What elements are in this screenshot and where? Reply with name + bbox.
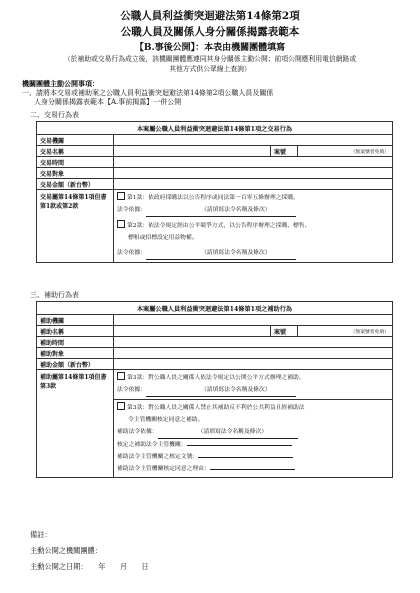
footer-org: 主動公開之機關團體： [30, 546, 102, 555]
subsidy-name-value[interactable] [114, 326, 271, 337]
subsidy-party-value[interactable] [114, 348, 393, 359]
subsidy-case-no-value[interactable] [298, 326, 393, 337]
option1-law-line [117, 204, 389, 217]
option1-checkbox[interactable] [117, 192, 125, 200]
transaction-org-value[interactable] [114, 135, 393, 146]
option4-reason-label: 補助法令主管機關核定同意之理由： [117, 466, 210, 472]
footer-date: 主動公開之日期： 年 月 日 [30, 562, 149, 571]
option4-law-hint: （請填寫法令名稱及條次） [197, 429, 268, 435]
doc-title-line3: 【B.事後公開】：本表由機關團體填寫 [134, 43, 286, 53]
option4-law-field[interactable] [158, 426, 298, 439]
option3-law-hint: （請填寫法令名稱及條次） [201, 387, 271, 393]
option4-docno-label: 補助法令主管機關之核定文號： [117, 454, 199, 460]
option2-text: 第2款：依法令規定經由公平競爭方式，以公告程序辦理之採購、標售、 [127, 223, 311, 229]
option1-law-field[interactable] [146, 204, 296, 217]
subsidy-row-label: 補助金額（新台幣） [37, 359, 114, 370]
subsidy-amount-value[interactable] [114, 359, 393, 370]
subsidy-row-label: 補助名稱 [37, 326, 114, 337]
transaction-table-title: 本案屬公職人員利益衝突迴避法第14條第1項之交易行為 [37, 122, 393, 135]
option2-law-hint: （請填寫法令名稱及條次） [201, 250, 271, 256]
option4-authority-line [117, 439, 389, 451]
option2-checkbox[interactable] [117, 220, 125, 228]
option2-law-label: 法令依據： [117, 250, 146, 256]
transaction-row-label: 交易機關 [37, 135, 114, 146]
option1-text: 第1款：依政府採購法以公告程序或同法第一百零五條辦理之採購。 [127, 195, 299, 201]
option4-docno-line [117, 451, 389, 463]
case-no-label: 案號 [271, 146, 298, 157]
subsidy-table [36, 301, 393, 478]
subsidy-row-label: 補助機關 [37, 315, 114, 326]
option4-line [117, 402, 389, 414]
option1-law-hint: （請填寫法令名稱及條次） [201, 207, 271, 213]
transaction-name-value[interactable] [114, 146, 271, 157]
subsidy-row-label: 補助對象 [37, 348, 114, 359]
option2-law-line [117, 247, 389, 260]
transaction-basis-options [114, 190, 393, 263]
option2-line [117, 220, 389, 232]
section1-heading: 機關團體主動公開事項： [22, 79, 99, 88]
transaction-basis-label: 交易屬第14條第1項但書第1款或第2款 [37, 190, 114, 263]
transaction-row-label: 交易對象 [37, 168, 114, 179]
option4-authority-label: 核定之補助法令主管機關： [117, 442, 187, 448]
transaction-time-value[interactable] [114, 157, 393, 168]
doc-note-line2: 其他方式供公眾線上查詢） [169, 64, 251, 73]
footer-remark: 備註： [30, 530, 52, 539]
section1-item-line2: 人身分關係揭露表範本【A.事前揭露】一併公開 [34, 98, 182, 106]
option4-docno-field[interactable] [198, 457, 293, 458]
doc-title-line2: 公職人員及關係人身分關係揭露表範本 [120, 26, 300, 38]
doc-note [0, 55, 420, 74]
option3-text: 第3款：對公職人員之關係人依法令規定以公開公平方式辦理之補助。 [127, 375, 305, 381]
case-no-hint: （無案號者免填） [350, 149, 389, 155]
option2-law-field[interactable] [146, 247, 296, 260]
option4-reason-line [117, 463, 389, 475]
transaction-row-label: 交易時間 [37, 157, 114, 168]
section2-heading: 二、交易行為表 [30, 111, 79, 119]
option4-text: 第3款：對公職人員之關係人禁止其補助反不利於公共利益且經補助法 [127, 405, 305, 411]
subsidy-option3-cell [114, 370, 393, 400]
transaction-table [36, 121, 393, 263]
option4-law-label: 補助法令依據： [117, 429, 158, 435]
subsidy-row-label: 補助時間 [37, 337, 114, 348]
subsidy-time-value[interactable] [114, 337, 393, 348]
option3-law-line [117, 384, 389, 397]
subsidy-basis-label: 補助屬第14條第1項但書第3款 [37, 370, 114, 478]
option3-law-field[interactable] [146, 384, 296, 397]
option2-line2: 標租或招標設定用益物權。 [128, 235, 198, 241]
section3-heading: 三、補助行為表 [30, 291, 79, 299]
option4-line2: 令主管機關核定同意之補助。 [128, 417, 204, 423]
option4-authority-field[interactable] [187, 445, 292, 446]
doc-note-line1: （於補助或交易行為成立後，該機關團體應連同其身分關係主動公開；前項公開應利用電信網路或 [63, 55, 357, 63]
doc-title-line1: 公職人員利益衝突迴避法第14條第2項 [120, 10, 300, 22]
subsidy-option4-cell [114, 400, 393, 478]
subsidy-org-value[interactable] [114, 315, 393, 326]
transaction-amount-value[interactable] [114, 179, 393, 190]
section1-item-line1: 一、請將本交易或補助案之公職人員利益衝突迴避法第14條第2項公職人員及關係 [22, 89, 274, 97]
option4-law-line [117, 426, 389, 439]
option4-reason-field[interactable] [210, 469, 295, 470]
transaction-party-value[interactable] [114, 168, 393, 179]
option3-checkbox[interactable] [117, 372, 125, 380]
option1-line [117, 192, 389, 204]
option4-checkbox[interactable] [117, 402, 125, 410]
subsidy-case-no-hint: （無案號者免填） [350, 329, 389, 335]
subsidy-table-title: 本案屬公職人員利益衝突迴避法第14條第1項之補助行為 [37, 302, 393, 315]
subsidy-case-no-label: 案號 [271, 326, 298, 337]
option3-law-label: 法令依據： [117, 387, 146, 393]
transaction-row-label: 交易金額（新台幣） [37, 179, 114, 190]
transaction-row-label: 交易名稱 [37, 146, 114, 157]
option1-law-label: 法令依據： [117, 207, 146, 213]
option3-line [117, 372, 389, 384]
case-no-value[interactable] [298, 146, 393, 157]
